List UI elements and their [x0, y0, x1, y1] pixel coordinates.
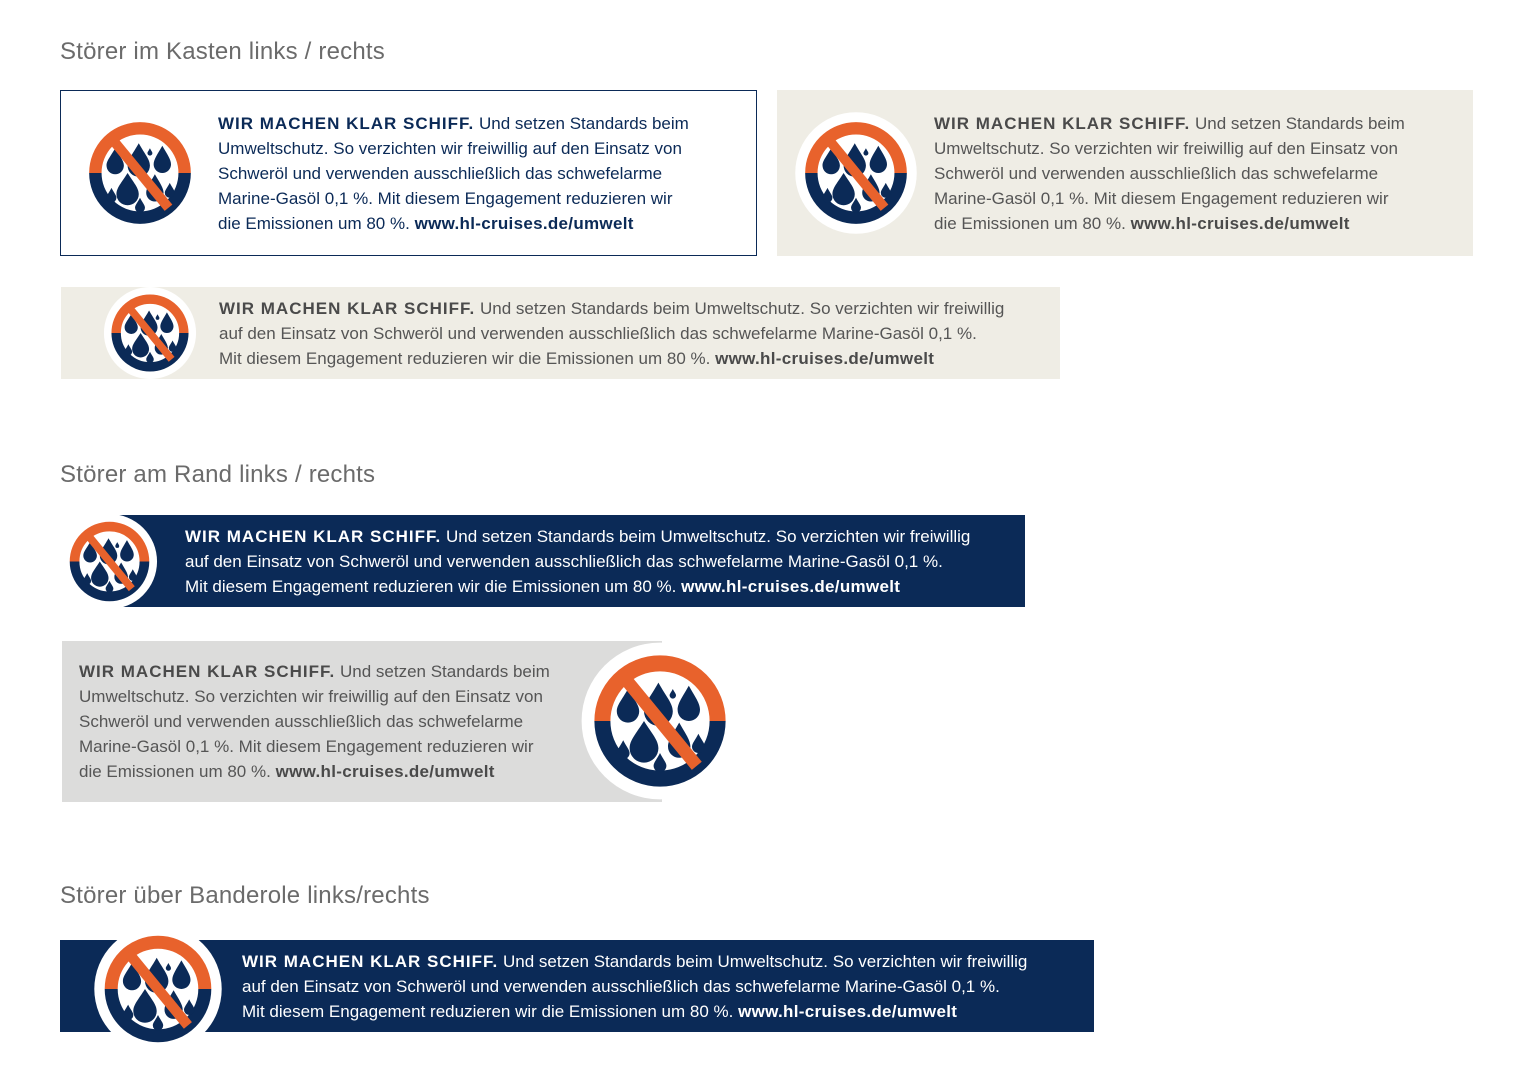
section-title-kasten: Störer im Kasten links / rechts [60, 38, 385, 65]
no-oil-drops-icon [93, 924, 223, 1054]
disruptor-headline: WIR MACHEN KLAR SCHIFF. [219, 299, 476, 318]
disruptor-headline: WIR MACHEN KLAR SCHIFF. [218, 114, 475, 133]
disruptor-text-beige-wide: WIR MACHEN KLAR SCHIFF. Und setzen Standards beim Umweltschutz. So verzichten wir freiwillig auf den Einsatz von Schweröl und verwenden ausschließlich das schwefelarme Marine-Gasöl 0,1 %. Mit diesem Engagement reduzieren wir die Emissionen um 80 %. www.hl-cruises.de/umwelt [219, 299, 1005, 368]
disruptor-text-outlined: WIR MACHEN KLAR SCHIFF. Und setzen Standards beim Umweltschutz. So verzichten wir freiwillig auf den Einsatz von Schweröl und verwenden ausschließlich das schwefelarme Marine-Gasöl 0,1 %. Mit diesem Engagement reduzieren wir die Emissionen um 80 %. www.hl-cruises.de/umwelt [218, 114, 689, 233]
no-oil-drops-icon [78, 111, 202, 235]
disruptor-text-navy-banderole: WIR MACHEN KLAR SCHIFF. Und setzen Standards beim Umweltschutz. So verzichten wir freiwillig auf den Einsatz von Schweröl und verwenden ausschließlich das schwefelarme Marine-Gasöl 0,1 %. Mit diesem Engagement reduzieren wir die Emissionen um 80 %. www.hl-cruises.de/umwelt [242, 952, 1028, 1021]
disruptor-url[interactable]: www.hl-cruises.de/umwelt [681, 577, 901, 596]
disruptor-text-beige: WIR MACHEN KLAR SCHIFF. Und setzen Standards beim Umweltschutz. So verzichten wir freiwillig auf den Einsatz von Schweröl und verwenden ausschließlich das schwefelarme Marine-Gasöl 0,1 %. Mit diesem Engagement reduzieren wir die Emissionen um 80 %. www.hl-cruises.de/umwelt [934, 114, 1405, 233]
disruptor-headline: WIR MACHEN KLAR SCHIFF. [185, 527, 442, 546]
disruptor-text-grey-edge: WIR MACHEN KLAR SCHIFF. Und setzen Standards beim Umweltschutz. So verzichten wir freiwillig auf den Einsatz von Schweröl und verwenden ausschließlich das schwefelarme Marine-Gasöl 0,1 %. Mit diesem Engagement reduzieren wir die Emissionen um 80 %. www.hl-cruises.de/umwelt [79, 662, 550, 781]
disruptor-url[interactable]: www.hl-cruises.de/umwelt [738, 1002, 958, 1021]
disruptor-headline: WIR MACHEN KLAR SCHIFF. [242, 952, 499, 971]
disruptor-url[interactable]: www.hl-cruises.de/umwelt [414, 214, 634, 233]
section-title-rand: Störer am Rand links / rechts [60, 461, 376, 488]
disruptor-url[interactable]: www.hl-cruises.de/umwelt [1130, 214, 1350, 233]
disruptor-url[interactable]: www.hl-cruises.de/umwelt [275, 762, 495, 781]
no-oil-drops-icon [103, 286, 197, 380]
no-oil-drops-icon [794, 111, 918, 235]
section-title-banderole: Störer über Banderole links/rechts [60, 882, 430, 909]
disruptor-url[interactable]: www.hl-cruises.de/umwelt [715, 349, 935, 368]
no-oil-drops-icon [580, 641, 740, 801]
disruptor-headline: WIR MACHEN KLAR SCHIFF. [934, 114, 1191, 133]
no-oil-drops-icon [61, 513, 158, 610]
disruptor-text-navy-edge: WIR MACHEN KLAR SCHIFF. Und setzen Standards beim Umweltschutz. So verzichten wir freiwillig auf den Einsatz von Schweröl und verwenden ausschließlich das schwefelarme Marine-Gasöl 0,1 %. Mit diesem Engagement reduzieren wir die Emissionen um 80 %. www.hl-cruises.de/umwelt [185, 527, 971, 596]
disruptor-headline: WIR MACHEN KLAR SCHIFF. [79, 662, 336, 681]
